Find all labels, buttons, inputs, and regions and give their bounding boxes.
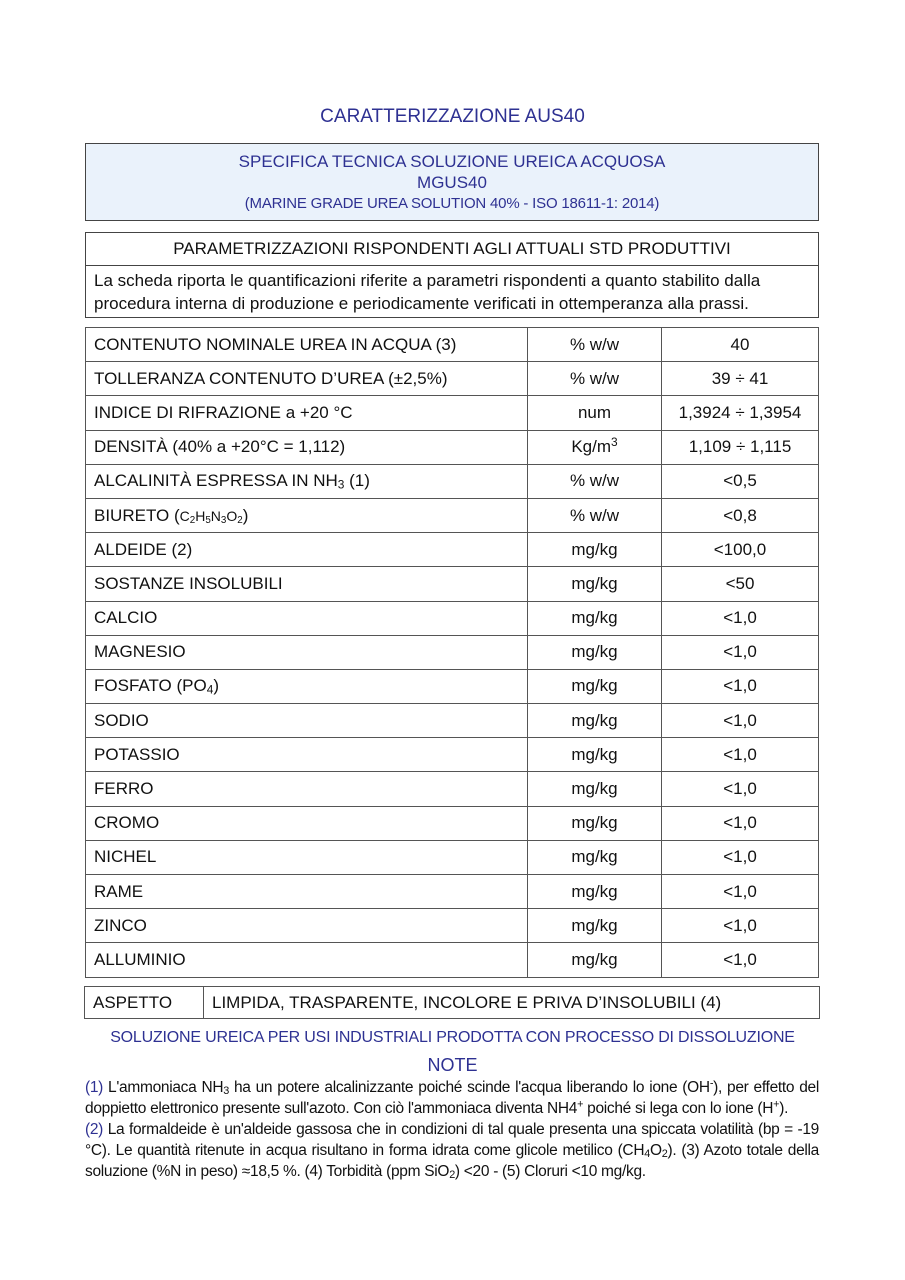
note-1-text-d: poiché si lega con lo ione (H — [583, 1100, 774, 1117]
unit: mg/kg — [528, 875, 662, 909]
unit: mg/kg — [528, 738, 662, 772]
parameter-name: RAME — [86, 875, 528, 909]
table-row — [86, 533, 819, 567]
parameter-text: ) — [213, 676, 220, 696]
parameter-name: MAGNESIO — [86, 635, 528, 669]
unit: mg/kg — [528, 669, 662, 703]
spec-standard: (MARINE GRADE UREA SOLUTION 40% - ISO 18611-1: 2014) — [244, 195, 660, 212]
unit-exponent: 3 — [611, 435, 618, 450]
unit: mg/kg — [528, 840, 662, 874]
value: <0,5 — [662, 464, 819, 498]
parameter-text: ) — [242, 505, 249, 525]
parameter-text: BIURETO ( — [94, 505, 180, 525]
value: <1,0 — [662, 635, 819, 669]
note-1-text-e: ). — [779, 1100, 789, 1117]
unit: mg/kg — [528, 533, 662, 567]
formula-part: N — [210, 507, 221, 524]
parameter-name: SODIO — [86, 704, 528, 738]
parameter-name: SOSTANZE INSOLUBILI — [86, 567, 528, 601]
note-1-text: L'ammoniaca NH — [103, 1079, 224, 1096]
note-1-text-b: ha un potere alcalinizzante poiché scinde l'acqua liberando lo ione (OH — [228, 1079, 710, 1096]
unit-text: Kg/m — [571, 437, 612, 457]
parameter-name: FERRO — [86, 772, 528, 806]
table-row — [86, 567, 819, 601]
aspect-row — [85, 987, 820, 1019]
table-row — [86, 635, 819, 669]
parameter-name: INDICE DI RIFRAZIONE a +20 °C — [86, 396, 528, 430]
table-row — [86, 943, 819, 977]
value: <0,8 — [662, 498, 819, 532]
table-row — [86, 704, 819, 738]
table-row — [86, 772, 819, 806]
spec-title: SPECIFICA TECNICA SOLUZIONE UREICA ACQUOSA — [238, 152, 666, 171]
value: 40 — [662, 328, 819, 362]
aspect-table — [84, 986, 820, 1019]
note-2-sub-3: 2 — [449, 1169, 455, 1182]
formula-part: 5 — [205, 514, 211, 526]
aspect-label: ASPETTO — [85, 987, 204, 1019]
value: <1,0 — [662, 704, 819, 738]
table-row — [86, 840, 819, 874]
value: 1,109 ÷ 1,115 — [662, 430, 819, 464]
value: <1,0 — [662, 943, 819, 977]
parameter-text: FOSFATO (PO — [94, 676, 207, 696]
value: <1,0 — [662, 738, 819, 772]
parameter-name — [86, 669, 528, 703]
parameter-name: POTASSIO — [86, 738, 528, 772]
note-2-text-c: ). (3) Azoto totale della soluzione (%N in peso) ≈18,5 %. (4) Torbidità (ppm SiO — [85, 1142, 819, 1180]
value: <1,0 — [662, 875, 819, 909]
page-title: CARATTERIZZAZIONE AUS40 — [320, 106, 585, 127]
table-row — [86, 875, 819, 909]
unit: % w/w — [528, 498, 662, 532]
table-row — [86, 396, 819, 430]
parameter-name: DENSITÀ (40% a +20°C = 1,112) — [86, 430, 528, 464]
value: <1,0 — [662, 601, 819, 635]
note-2-text-d: ) <20 - (5) Cloruri <10 mg/kg. — [454, 1163, 646, 1180]
unit: mg/kg — [528, 806, 662, 840]
parametrization-description: La scheda riporta le quantificazioni riferite a parametri rispondenti a quanto stabilito dalla procedura interna di produzione e periodicamente verificati in ottemperanza alla prassi. — [94, 271, 761, 313]
table-row — [86, 909, 819, 943]
note-1-number: (1) — [85, 1079, 104, 1096]
table-row — [86, 669, 819, 703]
parameter-name: NICHEL — [86, 840, 528, 874]
spec-header-box — [85, 143, 819, 221]
parameter-text: (1) — [344, 471, 370, 491]
spec-code: MGUS40 — [417, 173, 487, 192]
value: <1,0 — [662, 669, 819, 703]
unit: num — [528, 396, 662, 430]
notes-title: NOTE — [427, 1055, 478, 1075]
parametrization-heading: PARAMETRIZZAZIONI RISPONDENTI AGLI ATTUALI STD PRODUTTIVI — [86, 233, 818, 266]
formula-part: O — [226, 507, 238, 524]
notes-text — [85, 1077, 819, 1182]
note-2-text-b: O — [649, 1142, 662, 1159]
note-2-text: La formaldeide è un'aldeide gassosa che in condizioni di tal quale presenta una spiccata volatilità (bp = -19 °C). Le quantità ritenute in acqua risultano in forma idrata come glicole metilico (CH — [85, 1121, 819, 1159]
table-row — [86, 430, 819, 464]
parameter-name — [86, 464, 528, 498]
value: <100,0 — [662, 533, 819, 567]
unit — [528, 430, 662, 464]
value: 39 ÷ 41 — [662, 362, 819, 396]
parameter-subscript: 3 — [337, 477, 345, 492]
parameter-name — [86, 498, 528, 532]
unit: % w/w — [528, 464, 662, 498]
parameter-name: CALCIO — [86, 601, 528, 635]
value: <1,0 — [662, 772, 819, 806]
parameter-name: ZINCO — [86, 909, 528, 943]
table-row — [86, 806, 819, 840]
note-2-sub-1: 4 — [644, 1148, 650, 1161]
value: <1,0 — [662, 909, 819, 943]
unit: % w/w — [528, 328, 662, 362]
parameter-name: CROMO — [86, 806, 528, 840]
unit: mg/kg — [528, 909, 662, 943]
note-1-text-c: ), per effetto del doppietto elettronico presente sull'azoto. Con ciò l'ammoniaca diventa NH4 — [85, 1079, 820, 1117]
value: <1,0 — [662, 840, 819, 874]
chemical-formula — [180, 508, 243, 524]
table-row — [86, 464, 819, 498]
unit: % w/w — [528, 362, 662, 396]
unit: mg/kg — [528, 635, 662, 669]
specification-table — [85, 327, 819, 978]
note-1-sup-3: + — [773, 1098, 780, 1111]
parameter-name: ALDEIDE (2) — [86, 533, 528, 567]
aspect-value: LIMPIDA, TRASPARENTE, INCOLORE E PRIVA D’INSOLUBILI (4) — [204, 987, 820, 1019]
parameter-subscript: 4 — [206, 682, 214, 697]
unit: mg/kg — [528, 704, 662, 738]
note-1-sup: - — [709, 1077, 714, 1090]
unit: mg/kg — [528, 943, 662, 977]
formula-part: H — [195, 507, 206, 524]
unit: mg/kg — [528, 601, 662, 635]
value: 1,3924 ÷ 1,3954 — [662, 396, 819, 430]
parameter-name: TOLLERANZA CONTENUTO D’UREA (±2,5%) — [86, 362, 528, 396]
table-row — [86, 362, 819, 396]
parametrization-box — [85, 232, 819, 318]
formula-part: C — [179, 507, 190, 524]
unit: mg/kg — [528, 772, 662, 806]
note-1-sub: 3 — [223, 1085, 229, 1098]
table-row — [86, 738, 819, 772]
value: <50 — [662, 567, 819, 601]
note-2-sub-2: 2 — [661, 1148, 668, 1161]
parameter-text: ALCALINITÀ ESPRESSA IN NH — [94, 471, 338, 491]
note-2-number: (2) — [85, 1121, 104, 1138]
formula-part: 3 — [220, 514, 227, 526]
table-row — [86, 328, 819, 362]
table-row — [86, 601, 819, 635]
industrial-use-line: SOLUZIONE UREICA PER USI INDUSTRIALI PRODOTTA CON PROCESSO DI DISSOLUZIONE — [110, 1029, 795, 1046]
unit: mg/kg — [528, 567, 662, 601]
parameter-name: ALLUMINIO — [86, 943, 528, 977]
table-row — [86, 498, 819, 532]
note-1-sup-2: + — [577, 1098, 584, 1111]
value: <1,0 — [662, 806, 819, 840]
formula-part: 2 — [189, 514, 196, 526]
parameter-name: CONTENUTO NOMINALE UREA IN ACQUA (3) — [86, 328, 528, 362]
formula-part: 2 — [237, 514, 243, 526]
